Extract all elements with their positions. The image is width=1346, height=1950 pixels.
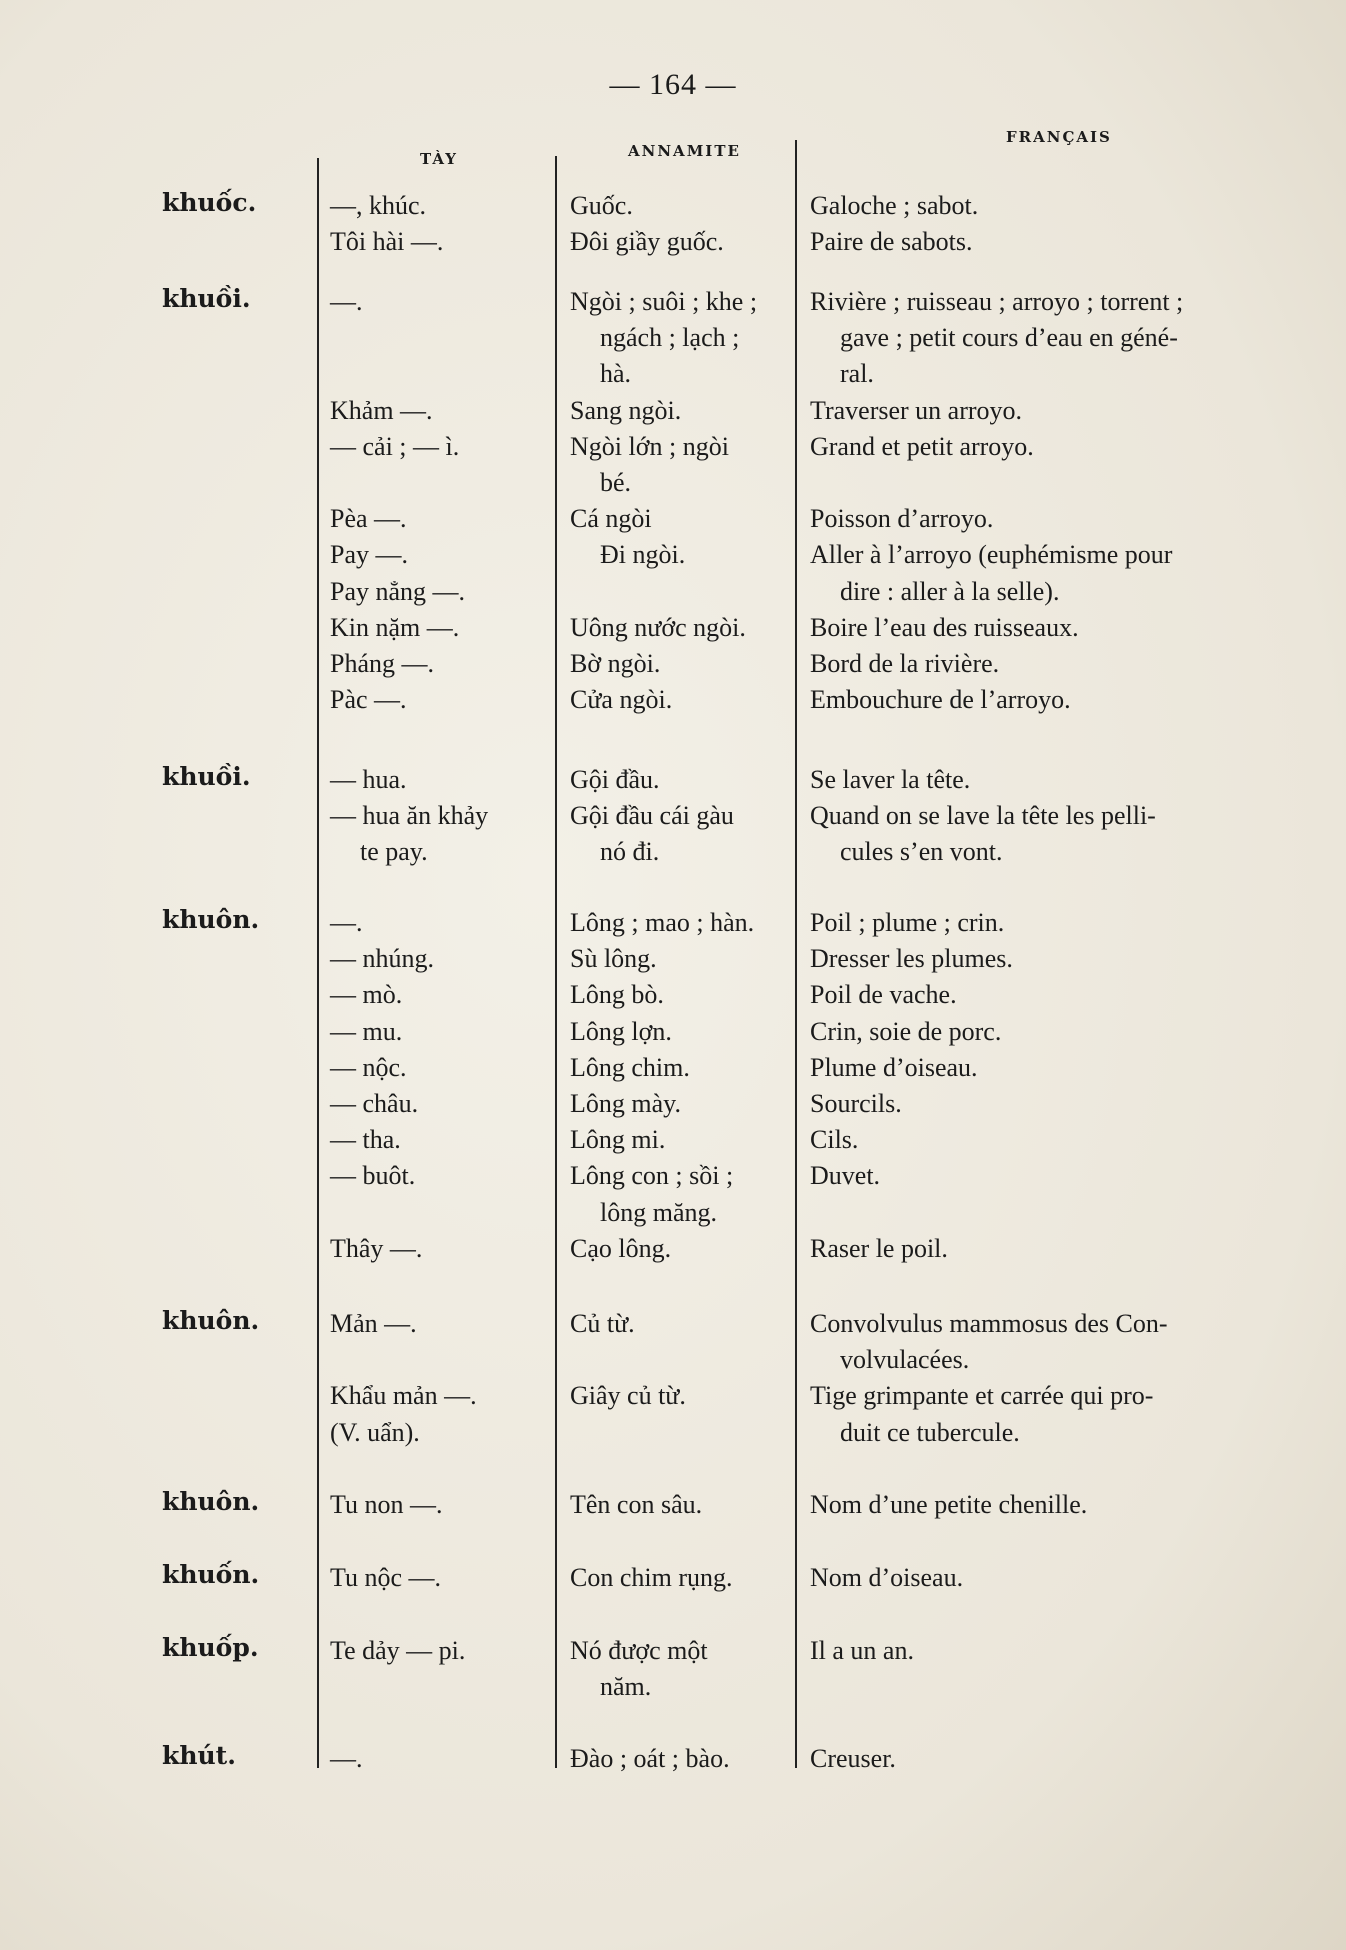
tay-text: — cải ; — ì. bbox=[330, 432, 460, 461]
francais-text: ral. bbox=[840, 359, 874, 388]
annamite-text: Uông nước ngòi. bbox=[570, 613, 746, 642]
tay-text: — châu. bbox=[330, 1089, 419, 1118]
francais-text: volvulacées. bbox=[840, 1345, 970, 1374]
page-number: — 164 — bbox=[609, 68, 737, 101]
annamite-text: Gội đầu. bbox=[570, 765, 660, 794]
tay-text: — hua. bbox=[330, 765, 407, 794]
tay-text: Tu non —. bbox=[330, 1490, 443, 1519]
francais-text: Convolvulus mammosus des Con- bbox=[810, 1309, 1168, 1338]
entry-headword: khút. bbox=[162, 1741, 236, 1770]
annamite-text: bé. bbox=[600, 468, 632, 497]
tay-text: — hua ăn khảy bbox=[330, 801, 489, 830]
francais-text: Traverser un arroyo. bbox=[810, 396, 1023, 425]
francais-text: Nom d’oiseau. bbox=[810, 1563, 964, 1592]
francais-text: Poisson d’arroyo. bbox=[810, 504, 994, 533]
francais-text: duit ce tubercule. bbox=[840, 1418, 1020, 1447]
annamite-text: Lông lợn. bbox=[570, 1017, 672, 1046]
annamite-text: Lông bò. bbox=[570, 980, 664, 1009]
annamite-text: hà. bbox=[600, 359, 632, 388]
entry-headword: khuôn. bbox=[162, 1487, 260, 1516]
annamite-text: Lông con ; sồi ; bbox=[570, 1161, 734, 1190]
tay-text: — mu. bbox=[330, 1017, 403, 1046]
francais-text: Embouchure de l’arroyo. bbox=[810, 685, 1071, 714]
tay-text: —. bbox=[330, 908, 363, 937]
tay-text: Mản —. bbox=[330, 1309, 417, 1338]
francais-text: Poil de vache. bbox=[810, 980, 957, 1009]
annamite-text: Sù lông. bbox=[570, 944, 657, 973]
francais-text: Rivière ; ruisseau ; arroyo ; torrent ; bbox=[810, 287, 1184, 316]
annamite-text: Lông ; mao ; hàn. bbox=[570, 908, 755, 937]
francais-text: Boire l’eau des ruisseaux. bbox=[810, 613, 1079, 642]
annamite-text: Đào ; oát ; bào. bbox=[570, 1744, 730, 1773]
tay-text: Thây —. bbox=[330, 1234, 423, 1263]
francais-text: Nom d’une petite chenille. bbox=[810, 1490, 1088, 1519]
annamite-text: Bờ ngòi. bbox=[570, 649, 661, 678]
tay-text: Khẩu mản —. bbox=[330, 1381, 477, 1410]
francais-text: cules s’en vont. bbox=[840, 837, 1003, 866]
francais-text: Raser le poil. bbox=[810, 1234, 948, 1263]
tay-text: — mò. bbox=[330, 980, 403, 1009]
francais-text: Se laver la tête. bbox=[810, 765, 971, 794]
annamite-text: Sang ngòi. bbox=[570, 396, 682, 425]
annamite-text: ngách ; lạch ; bbox=[600, 323, 740, 352]
francais-text: Poil ; plume ; crin. bbox=[810, 908, 1005, 937]
tay-text: — tha. bbox=[330, 1125, 401, 1154]
annamite-text: Giây củ từ. bbox=[570, 1381, 686, 1410]
tay-text: Tu nộc —. bbox=[330, 1563, 442, 1592]
annamite-text: Lông mi. bbox=[570, 1125, 666, 1154]
francais-text: Sourcils. bbox=[810, 1089, 902, 1118]
tay-text: Pay nẳng —. bbox=[330, 577, 466, 606]
francais-text: Crin, soie de porc. bbox=[810, 1017, 1002, 1046]
annamite-text: Nó được một bbox=[570, 1636, 708, 1665]
column-header-francais: FRANÇAIS bbox=[1006, 128, 1112, 146]
tay-text: (V. uẩn). bbox=[330, 1418, 420, 1447]
tay-text: Pháng —. bbox=[330, 649, 434, 678]
francais-text: Quand on se lave la tête les pelli- bbox=[810, 801, 1156, 830]
tay-text: Khảm —. bbox=[330, 396, 433, 425]
tay-text: te pay. bbox=[360, 837, 428, 866]
francais-text: Aller à l’arroyo (euphémisme pour bbox=[810, 540, 1173, 569]
annamite-text: Tên con sâu. bbox=[570, 1490, 703, 1519]
entry-headword: khuốn. bbox=[162, 1560, 260, 1589]
francais-text: Cils. bbox=[810, 1125, 859, 1154]
column-header-annamite: ANNAMITE bbox=[628, 142, 741, 160]
annamite-text: năm. bbox=[600, 1672, 652, 1701]
tay-text: Tôi hài —. bbox=[330, 227, 444, 256]
francais-text: Il a un an. bbox=[810, 1636, 914, 1665]
column-header-tay: TÀY bbox=[420, 150, 458, 168]
entry-headword: khuồi. bbox=[162, 762, 251, 791]
francais-text: Grand et petit arroyo. bbox=[810, 432, 1034, 461]
tay-text: — nhúng. bbox=[330, 944, 434, 973]
francais-text: Paire de sabots. bbox=[810, 227, 973, 256]
entry-headword: khuôn. bbox=[162, 1306, 260, 1335]
annamite-text: Ngòi ; suôi ; khe ; bbox=[570, 287, 758, 316]
francais-text: Plume d’oiseau. bbox=[810, 1053, 978, 1082]
annamite-text: Lông mày. bbox=[570, 1089, 681, 1118]
francais-text: Dresser les plumes. bbox=[810, 944, 1013, 973]
annamite-text: nó đi. bbox=[600, 837, 660, 866]
entry-headword: khuồi. bbox=[162, 284, 251, 313]
annamite-text: Con chim rụng. bbox=[570, 1563, 733, 1592]
tay-text: Kin nặm —. bbox=[330, 613, 460, 642]
francais-text: Duvet. bbox=[810, 1161, 881, 1190]
entry-headword: khuốp. bbox=[162, 1633, 259, 1662]
francais-text: Bord de la rivière. bbox=[810, 649, 1000, 678]
tay-text: — nộc. bbox=[330, 1053, 407, 1082]
tay-text: —, khúc. bbox=[330, 191, 427, 220]
annamite-text: Cửa ngòi. bbox=[570, 685, 673, 714]
annamite-text: Guốc. bbox=[570, 191, 633, 220]
tay-text: —. bbox=[330, 1744, 363, 1773]
tay-text: —. bbox=[330, 287, 363, 316]
tay-text: Pay —. bbox=[330, 540, 408, 569]
francais-text: Galoche ; sabot. bbox=[810, 191, 979, 220]
annamite-text: Cạo lông. bbox=[570, 1234, 672, 1263]
annamite-text: lông măng. bbox=[600, 1198, 717, 1227]
entry-headword: khuôn. bbox=[162, 905, 260, 934]
tay-text: — buôt. bbox=[330, 1161, 416, 1190]
tay-text: Te dảy — pi. bbox=[330, 1636, 466, 1665]
annamite-text: Cá ngòi bbox=[570, 504, 652, 533]
francais-text: Tige grimpante et carrée qui pro- bbox=[810, 1381, 1154, 1410]
francais-text: gave ; petit cours d’eau en géné- bbox=[840, 323, 1178, 352]
annamite-text: Đi ngòi. bbox=[600, 540, 686, 569]
francais-text: dire : aller à la selle). bbox=[840, 577, 1060, 606]
francais-text: Creuser. bbox=[810, 1744, 896, 1773]
tay-text: Pèa —. bbox=[330, 504, 407, 533]
annamite-text: Đôi giầy guốc. bbox=[570, 227, 724, 256]
annamite-text: Lông chim. bbox=[570, 1053, 690, 1082]
tay-text: Pàc —. bbox=[330, 685, 407, 714]
annamite-text: Gội đầu cái gàu bbox=[570, 801, 734, 830]
annamite-text: Ngòi lớn ; ngòi bbox=[570, 432, 729, 461]
entry-headword: khuốc. bbox=[162, 188, 257, 217]
annamite-text: Củ từ. bbox=[570, 1309, 635, 1338]
